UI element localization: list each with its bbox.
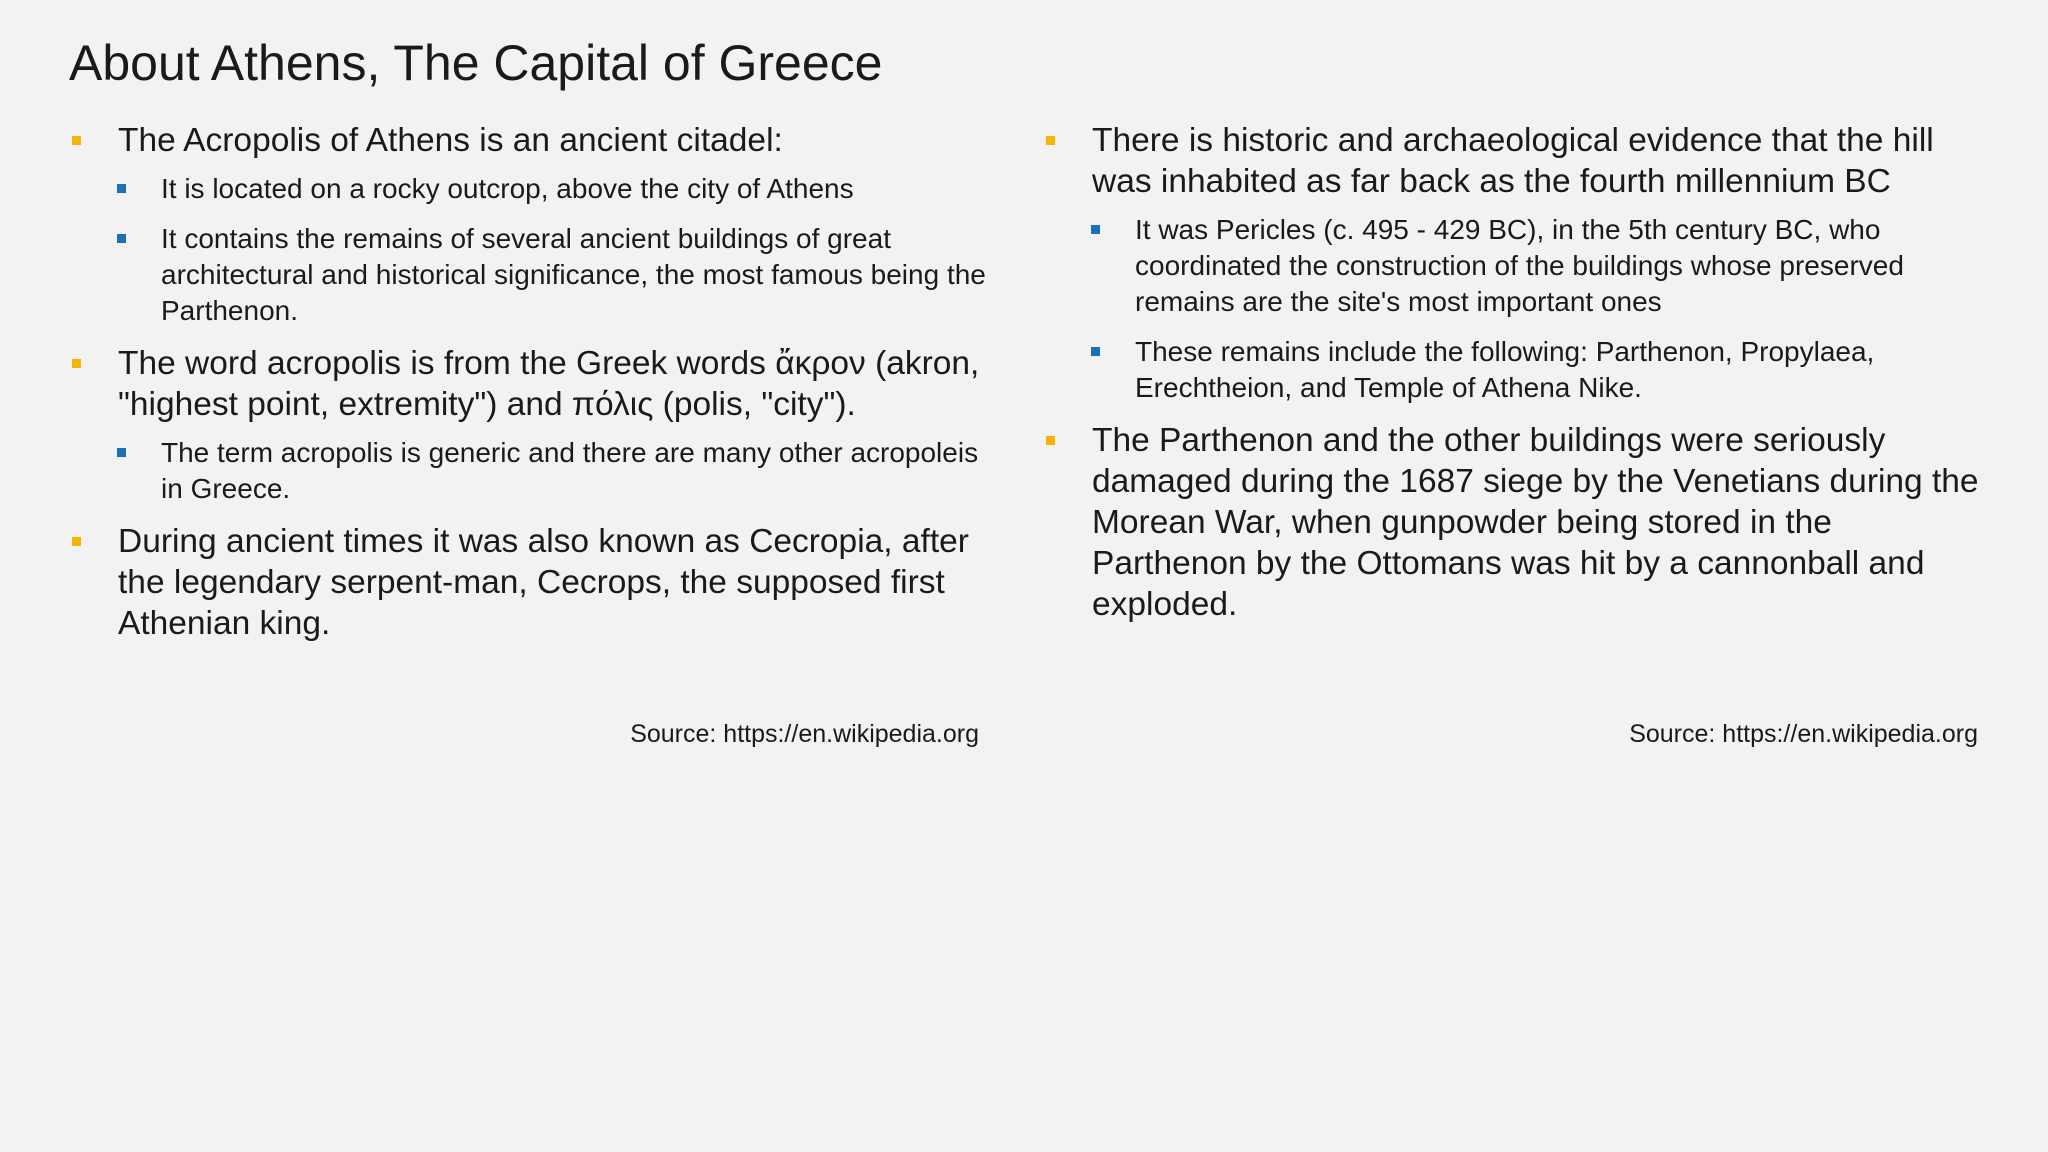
bullet-item [1043,420,1983,625]
bullet-item [69,343,989,425]
bullet-item [1043,120,1983,202]
bullet-text: There is historic and archaeological evidence that the hill was inhabited as far back as the fourth millennium BC [1092,122,1934,200]
square-bullet-icon [1091,225,1100,234]
sub-bullet-item [1043,212,1983,320]
sub-bullet-item [1043,334,1983,406]
bullet-item [69,120,989,161]
sub-bullet-text: It was Pericles (c. 495 - 429 BC), in the 5th century BC, who coordinated the construction of the buildings whose preserved remains are the site's most important ones [1135,214,1904,317]
sub-bullet-list [69,435,989,507]
square-bullet-icon [117,234,126,243]
bullet-text: The Parthenon and the other buildings were seriously damaged during the 1687 siege by the Venetians during the Morean War, when gunpowder being stored in the Parthenon by the Ottomans was hit by a cannonball and exploded. [1092,422,1979,623]
sub-bullet-list [69,171,989,329]
slide-title: About Athens, The Capital of Greece [69,35,883,91]
bullet-item [69,521,989,644]
square-bullet-icon [117,448,126,457]
left-column [69,120,989,654]
bullet-text: During ancient times it was also known as Cecropia, after the legendary serpent-man, Cecrops, the supposed first Athenian king. [118,523,969,642]
right-column [1043,120,1983,635]
sub-bullet-text: The term acropolis is generic and there are many other acropoleis in Greece. [161,437,979,504]
bullet-text: The word acropolis is from the Greek words ἄκρον (akron, "highest point, extremity") and πόλις (polis, "city"). [118,345,980,423]
square-bullet-icon [1046,436,1055,445]
sub-bullet-item [69,171,989,207]
square-bullet-icon [72,136,81,145]
square-bullet-icon [72,537,81,546]
source-citation-left: Source: https://en.wikipedia.org [630,720,979,748]
square-bullet-icon [117,184,126,193]
sub-bullet-text: It contains the remains of several ancient buildings of great architectural and historical significance, the most famous being the Parthenon. [161,223,986,326]
sub-bullet-list [1043,212,1983,406]
sub-bullet-text: It is located on a rocky outcrop, above the city of Athens [161,173,854,204]
source-citation-right: Source: https://en.wikipedia.org [1629,720,1978,748]
sub-bullet-text: These remains include the following: Parthenon, Propylaea, Erechtheion, and Temple of Athena Nike. [1135,336,1875,403]
sub-bullet-item [69,435,989,507]
square-bullet-icon [72,359,81,368]
bullet-text: The Acropolis of Athens is an ancient citadel: [118,122,783,159]
square-bullet-icon [1046,136,1055,145]
sub-bullet-item [69,221,989,329]
square-bullet-icon [1091,347,1100,356]
